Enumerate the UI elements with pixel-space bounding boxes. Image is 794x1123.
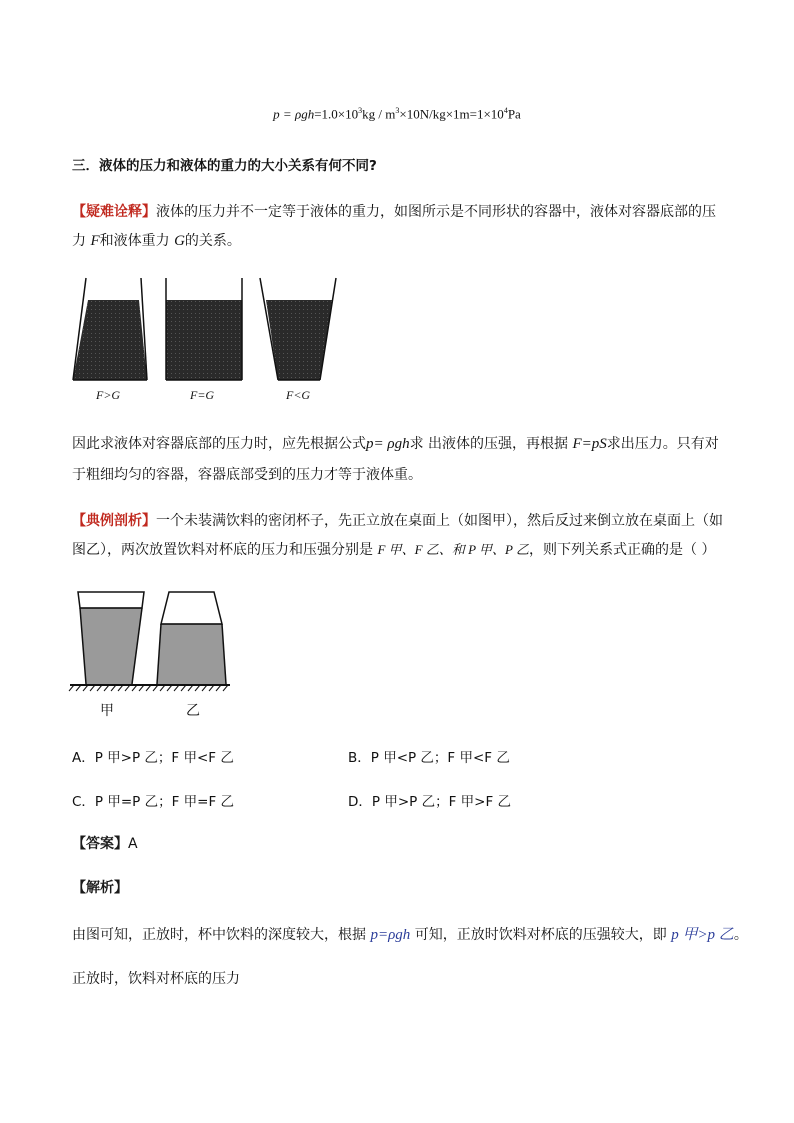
option-a: A．P 甲>P 乙；F 甲<F 乙 [72, 750, 234, 766]
container-wide-top [260, 278, 336, 380]
answer-value: A [128, 836, 138, 852]
label-f-eq-g: F=G [190, 388, 215, 402]
answer-line [72, 832, 732, 856]
pressure-formula: $p = \rho gh=1.0\times 10^3kg / m^3\times 10N/kg\times 1m=1\times 10^4Pa$ [273, 106, 521, 122]
analysis-tag: 【解析】 [72, 880, 128, 896]
option-d: D．P 甲>P 乙；F 甲>F 乙 [348, 794, 511, 810]
option-c: C．P 甲=P 乙；F 甲=F 乙 [72, 794, 235, 810]
label-f-gt-g: F>G [96, 388, 121, 402]
explain-line-1: 【疑难诠释】液体的压力并不一定等于液体的重力，如图所示是不同形状的容器中，液体对容器底部的压 [72, 204, 716, 220]
label-yi: 乙 [186, 703, 200, 719]
label-jia: 甲 [100, 703, 114, 719]
example-line-2: 图乙），两次放置饮料对杯底的压力和压强分别是 F 甲、F 乙、和 P 甲、P 乙，则下列关系式正确的是（ ） [72, 542, 716, 558]
container-straight [166, 278, 242, 380]
cup-upright [78, 592, 144, 684]
example-line-1: 【典例剖析】一个未装满饮料的密闭杯子，先正立放在桌面上（如图甲），然后反过来倒立放在桌面上（如 [72, 513, 723, 529]
label-f-lt-g: F<G [286, 388, 311, 402]
conclusion-line-1: 因此求液体对容器底部的压力时，应先根据公式p= ρgh求 出液体的压强，再根据 F=pS求出压力。只有对 [72, 436, 719, 452]
explain-tag: 【疑难诠释】 [72, 204, 156, 220]
explain-line-2: 力 F和液体重力 G的关系。 [72, 233, 241, 249]
container-wide-bottom [73, 278, 147, 380]
conclusion-line-2: 于粗细均匀的容器，容器底部受到的压力才等于液体重。 [72, 467, 422, 483]
analysis-line-1: 由图可知，正放时，杯中饮料的深度较大，根据 p=ρgh 可知，正放时饮料对杯底的压强较大，即 p 甲>p 乙。 [72, 927, 748, 943]
cup-inverted [157, 592, 226, 684]
answer-tag: 【答案】 [72, 836, 128, 852]
cups-figure [68, 588, 234, 692]
containers-figure [70, 276, 340, 386]
example-tag: 【典例剖析】 [72, 513, 156, 529]
option-b: B．P 甲<P 乙；F 甲<F 乙 [348, 750, 510, 766]
analysis-line-2: 正放时，饮料对杯底的压力 [72, 971, 240, 987]
section-heading: 三．液体的压力和液体的重力的大小关系有何不同? [72, 158, 377, 174]
table-surface [69, 685, 230, 691]
